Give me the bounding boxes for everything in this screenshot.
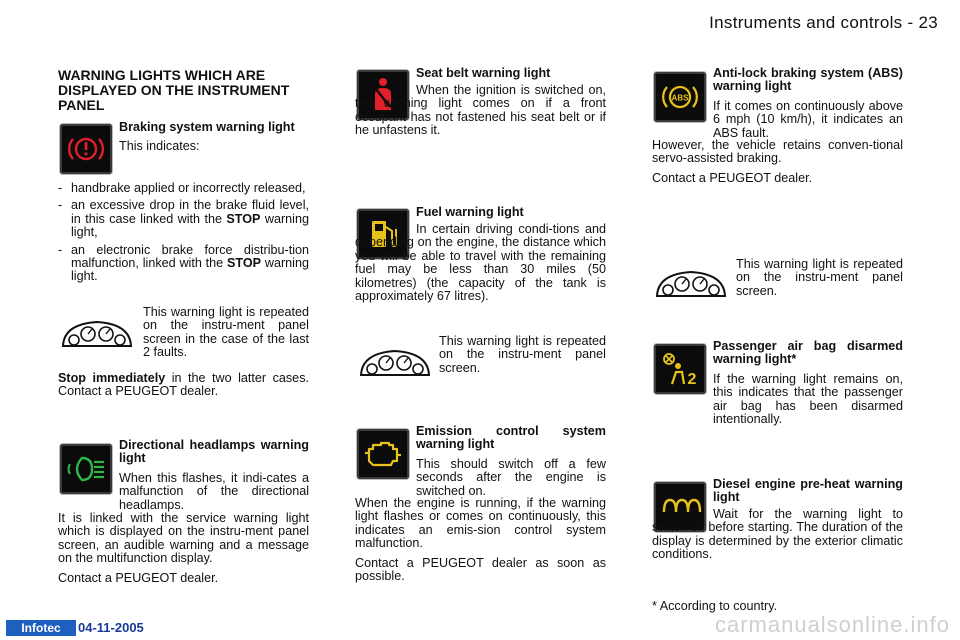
abs-p2: However, the vehicle retains conven-tional servo-assisted braking.	[652, 138, 903, 166]
abs-icon	[654, 72, 706, 122]
abs-heading: Anti-lock braking system (ABS) warning light	[713, 66, 903, 94]
braking-repeat-text: This warning light is repeated on the instru-ment panel screen in the case of the last 2 faults.	[143, 305, 309, 360]
braking-intro: This indicates:	[119, 139, 200, 154]
emission-p3: Contact a PEUGEOT dealer as soon as possible.	[355, 555, 606, 584]
abs-repeat-text: This warning light is repeated on the instru-ment panel screen.	[736, 257, 903, 298]
infotec-logo: Infotec	[6, 620, 76, 636]
directional-heading: Directional headlamps warning light	[119, 438, 309, 466]
airbag-heading: Passenger air bag disarmed warning light*	[713, 339, 903, 367]
list-item: - an excessive drop in the brake fluid level, in this case linked with the STOP warning light,	[58, 199, 309, 239]
list-item: - handbrake applied or incorrectly released,	[58, 182, 309, 195]
braking-list	[58, 182, 309, 284]
fuel-heading: Fuel warning light	[416, 205, 524, 219]
engine-icon	[357, 429, 409, 479]
emission-heading: Emission control system warning light	[416, 424, 606, 452]
section-title: WARNING LIGHTS WHICH ARE DISPLAYED ON THE INSTRUMENT PANEL	[58, 67, 290, 113]
fuel-repeat-text: This warning light is repeated on the instru-ment panel screen.	[439, 334, 606, 375]
directional-p2: It is linked with the service warning light which is displayed on the instru-ment panel screen, an audible warning and a message on the multifunction display.	[58, 511, 309, 566]
directional-p1: When this flashes, it indi-cates a malfunction of the directional headlamps.	[119, 470, 309, 512]
seatbelt-p1: When the ignition is switched on, the warning light comes on if a front occupant has not fastened his seat belt or if he unfastens it.	[355, 83, 606, 138]
emission-p2: When the engine is running, if the warning light flashes or comes on continuously, this indicates an emis-sion control system malfunction.	[355, 496, 606, 551]
braking-heading: Braking system warning light	[119, 120, 295, 134]
airbag-p1: If the warning light remains on, this indicates that the passenger air bag has been disarmed intentionally.	[713, 371, 903, 427]
directional-p3: Contact a PEUGEOT dealer.	[58, 570, 219, 585]
directional-headlamp-icon	[60, 444, 112, 494]
abs-p3: Contact a PEUGEOT dealer.	[652, 170, 813, 185]
preheat-p1: Wait for the warning light to switch off before starting. The duration of the display is determined by the exterior climatic conditions.	[652, 507, 903, 562]
fuel-p1: In certain driving condi-tions and depending on the engine, the distance which you will be able to travel with the remaining fuel may be less than 30 miles (50 kilometres) (the capacity of the tank is approximately 67 litres).	[355, 222, 606, 304]
airbag-disarmed-icon	[654, 344, 706, 394]
emission-p1: This should switch off a few seconds after the engine is switched on.	[416, 456, 606, 498]
instrument-panel-icon	[60, 316, 134, 352]
footnote: * According to country.	[652, 599, 778, 613]
svg-text:ABS: ABS	[671, 93, 689, 103]
instrument-panel-icon	[654, 266, 728, 302]
footer-date: 04-11-2005	[78, 620, 144, 635]
brake-icon	[60, 124, 112, 174]
list-item: - an electronic brake force distribu-tion malfunction, linked with the STOP warning light.	[58, 244, 309, 284]
page-header: Instruments and controls - 23	[709, 13, 938, 32]
seatbelt-heading: Seat belt warning light	[416, 66, 551, 80]
instrument-panel-icon	[358, 345, 432, 381]
preheat-heading: Diesel engine pre-heat warning light	[713, 477, 903, 505]
watermark: carmanualsonline.info	[714, 612, 950, 637]
braking-stop-text: Stop immediately in the two latter cases. Contact a PEUGEOT dealer.	[58, 371, 309, 399]
svg-text:2: 2	[687, 371, 697, 388]
abs-p1: If it comes on continuously above 6 mph (10 km/h), it indicates an ABS fault.	[713, 98, 903, 140]
